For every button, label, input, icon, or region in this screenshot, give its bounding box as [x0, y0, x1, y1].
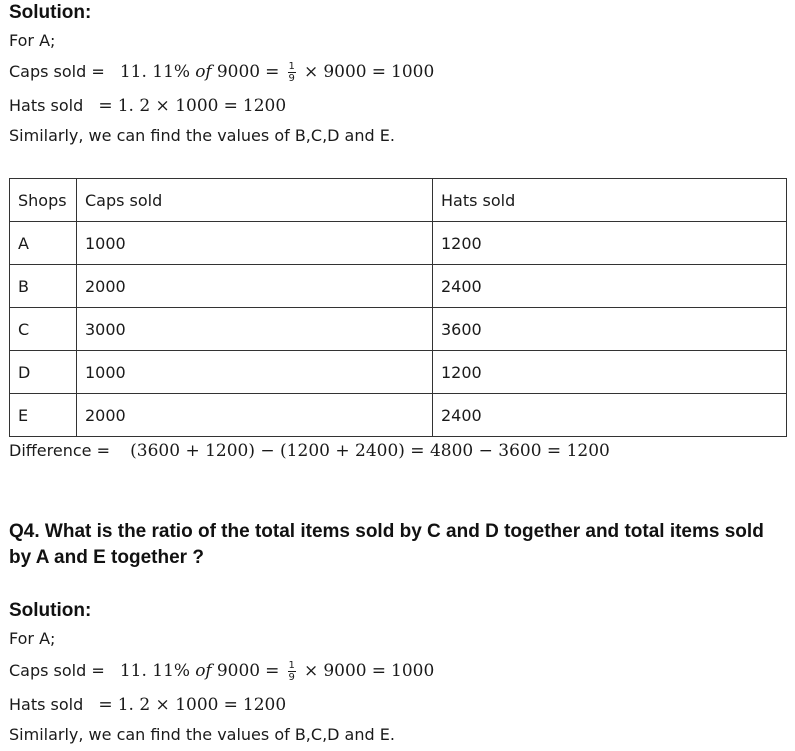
question-q4: Q4. What is the ratio of the total items sold by C and D together and total items sold by A and E together ? — [9, 521, 764, 568]
header-hats-sold: Hats sold — [433, 179, 787, 222]
caps-cell: 2000 — [77, 265, 433, 308]
table-row — [10, 265, 787, 308]
equals-sign: = — [223, 695, 238, 715]
caps-multiplier: 9000 — [323, 62, 367, 82]
hats-expression: 1. 2 × 1000 — [117, 695, 219, 715]
caps-cell: 2000 — [77, 394, 433, 437]
similarly-text: Similarly, we can find the values of B,C,D and E. — [9, 725, 395, 744]
caps-result: 1000 — [391, 62, 435, 82]
caps-multiplier: 9000 — [323, 661, 367, 681]
hats-cell: 1200 — [433, 222, 787, 265]
equals-sign: = — [223, 96, 238, 116]
caps-cell: 1000 — [77, 351, 433, 394]
equals-sign: = — [265, 62, 280, 82]
caps-base: 9000 — [216, 62, 261, 82]
caps-sold-label: Caps sold = — [9, 62, 110, 81]
hats-cell: 3600 — [433, 308, 787, 351]
header-caps-sold: Caps sold — [77, 179, 433, 222]
shop-cell: E — [10, 394, 77, 437]
hats-result: 1200 — [242, 695, 287, 715]
difference-equation — [9, 441, 610, 461]
of-word: of — [195, 62, 212, 82]
caps-sold-equation — [9, 660, 434, 683]
hats-sold-equation — [9, 695, 286, 715]
table-row — [10, 222, 787, 265]
hats-result: 1200 — [242, 96, 287, 116]
table-row — [10, 351, 787, 394]
shop-cell: D — [10, 351, 77, 394]
solution-heading: Solution: — [9, 600, 92, 621]
fraction-one-ninth: $\frac{1}{9}$ — [288, 61, 295, 84]
equals-sign: = — [371, 62, 386, 82]
shop-cell: C — [10, 308, 77, 351]
equals-sign: = — [98, 96, 113, 116]
header-shops: Shops — [10, 179, 77, 222]
difference-expression: (3600 + 1200) − (1200 + 2400) = 4800 − 3600 = 1200 — [130, 441, 610, 461]
hats-sold-equation — [9, 96, 286, 116]
for-a-label: For A; — [9, 629, 56, 648]
hats-expression: 1. 2 × 1000 — [117, 96, 219, 116]
equals-sign: = — [265, 661, 280, 681]
sales-table — [9, 178, 787, 437]
hats-cell: 1200 — [433, 351, 787, 394]
caps-percent: 11. 11% — [119, 62, 191, 82]
hats-sold-label: Hats sold — [9, 695, 84, 714]
shop-cell: A — [10, 222, 77, 265]
solution-heading: Solution: — [9, 2, 92, 23]
equals-sign: = — [371, 661, 386, 681]
caps-sold-equation — [9, 61, 434, 84]
caps-cell: 1000 — [77, 222, 433, 265]
hats-cell: 2400 — [433, 394, 787, 437]
for-a-label: For A; — [9, 31, 56, 50]
hats-sold-label: Hats sold — [9, 96, 84, 115]
equals-sign: = — [98, 695, 113, 715]
shop-cell: B — [10, 265, 77, 308]
of-word: of — [195, 661, 212, 681]
fraction-one-ninth: $\frac{1}{9}$ — [288, 660, 295, 683]
caps-percent: 11. 11% — [119, 661, 191, 681]
times-sign: × — [303, 661, 319, 681]
table-header-row — [10, 179, 787, 222]
times-sign: × — [303, 62, 319, 82]
caps-cell: 3000 — [77, 308, 433, 351]
table-row — [10, 394, 787, 437]
similarly-text: Similarly, we can find the values of B,C,D and E. — [9, 126, 395, 145]
table-row — [10, 308, 787, 351]
caps-base: 9000 — [216, 661, 261, 681]
hats-cell: 2400 — [433, 265, 787, 308]
caps-result: 1000 — [391, 661, 435, 681]
difference-label: Difference = — [9, 441, 116, 460]
caps-sold-label: Caps sold = — [9, 661, 110, 680]
